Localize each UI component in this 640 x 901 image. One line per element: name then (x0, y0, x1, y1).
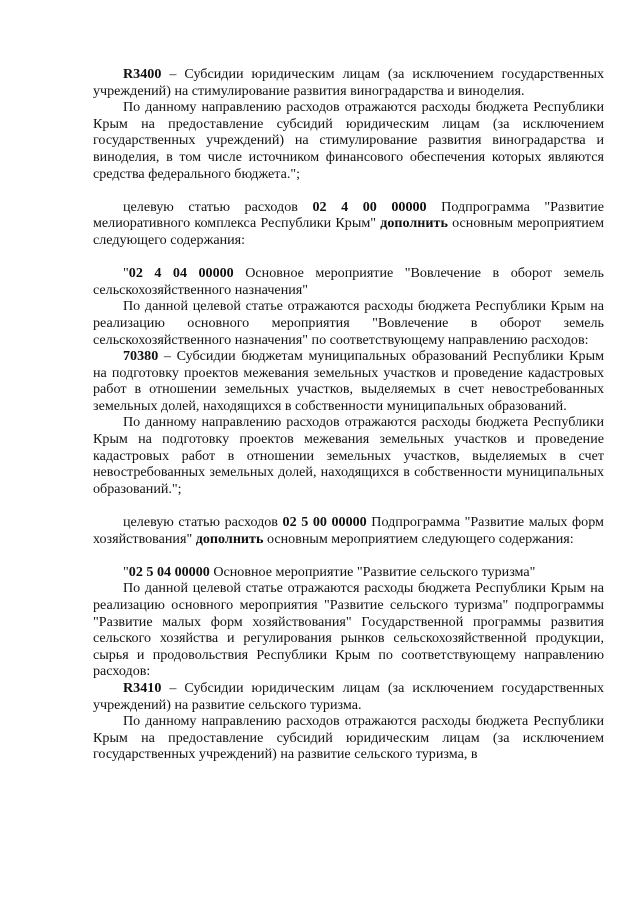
spacer (93, 249, 604, 266)
keyword-supplement: дополнить (195, 530, 264, 547)
paragraph-r3400: R3400 – Субсидии юридическим лицам (за исключением государственных учреждений) на стимулирование развития виноградарства и виноделия. (93, 66, 604, 99)
paragraph-70380: 70380 – Субсидии бюджетам муниципальных образований Республики Крым на подготовку проектов межевания земельных участков и проведение кадастровых работ в отношении земельных участков, выделяемых в счет невостребованных земельных долей, находящихся в собственности муниципальных образований. (93, 348, 604, 414)
spacer (93, 182, 604, 199)
spacer (93, 497, 604, 514)
code-02-4-04-00000: 02 4 04 00000 (128, 265, 234, 282)
paragraph-r3410-description: По данному направлению расходов отражаются расходы бюджета Республики Крым на предоставление субсидий юридическим лицам (за исключением государственных учреждений) на развитие сельского туризма, в (93, 713, 604, 763)
paragraph-main-event-02504: "02 5 04 00000 Основное мероприятие "Развитие сельского туризма" (123, 563, 536, 580)
code-02-5-00-00000: 02 5 00 00000 (282, 514, 367, 531)
code-02-4-00-00000: 02 4 00 00000 (312, 198, 427, 215)
code-r3400: R3400 (123, 66, 162, 82)
paragraph-02504-description: По данной целевой статье отражаются расходы бюджета Республики Крым на реализацию основного мероприятия "Развитие сельского туризма" подпрограммы "Развитие малых форм хозяйствования" Государственной программы развития сельского хозяйства и регулирования рынков сельскохозяйственной продукции, сырья и продовольствия Республики Крым по соответствующему направлению расходов: (93, 580, 604, 680)
paragraph-target-article-02500: целевую статью расходов 02 5 00 00000 Подпрограмма "Развитие малых форм хозяйствования" дополнить основным мероприятием следующего содержания: (93, 514, 604, 547)
paragraph-r3410: R3410 – Субсидии юридическим лицам (за исключением государственных учреждений) на развитие сельского туризма. (93, 679, 604, 713)
keyword-supplement: дополнить (380, 215, 448, 232)
code-r3410: R3410 (123, 679, 162, 696)
code-70380: 70380 (123, 348, 159, 365)
code-02-5-04-00000: 02 5 04 00000 (128, 563, 210, 580)
spacer (93, 547, 604, 564)
paragraph-r3400-description: По данному направлению расходов отражаются расходы бюджета Республики Крым на предоставление субсидий юридическим лицам (за исключением государственных учреждений) на стимулирование развития виноградарства и виноделия, в том числе источником финансового обеспечения которых являются средства федерального бюджета."; (93, 99, 604, 182)
paragraph-02404-description: По данной целевой статье отражаются расходы бюджета Республики Крым на реализацию основного мероприятия "Вовлечение в оборот земель сельскохозяйственного назначения" по соответствующему направлению расходов: (93, 298, 604, 348)
paragraph-main-event-02404: "02 4 04 00000 Основное мероприятие "Вовлечение в оборот земель сельскохозяйственного назначения" (93, 265, 604, 298)
paragraph-70380-description: По данному направлению расходов отражаются расходы бюджета Республики Крым на подготовку проектов межевания земельных участков и проведение кадастровых работ в отношении земельных участков, выделяемых в счет невостребованных земельных долей, находящихся в собственности муниципальных образований."; (93, 414, 604, 497)
paragraph-target-article-02400: целевую статью расходов 02 4 00 00000 Подпрограмма "Развитие мелиоративного комплекса Республики Крым" дополнить основным мероприятием следующего содержания: (93, 198, 604, 248)
